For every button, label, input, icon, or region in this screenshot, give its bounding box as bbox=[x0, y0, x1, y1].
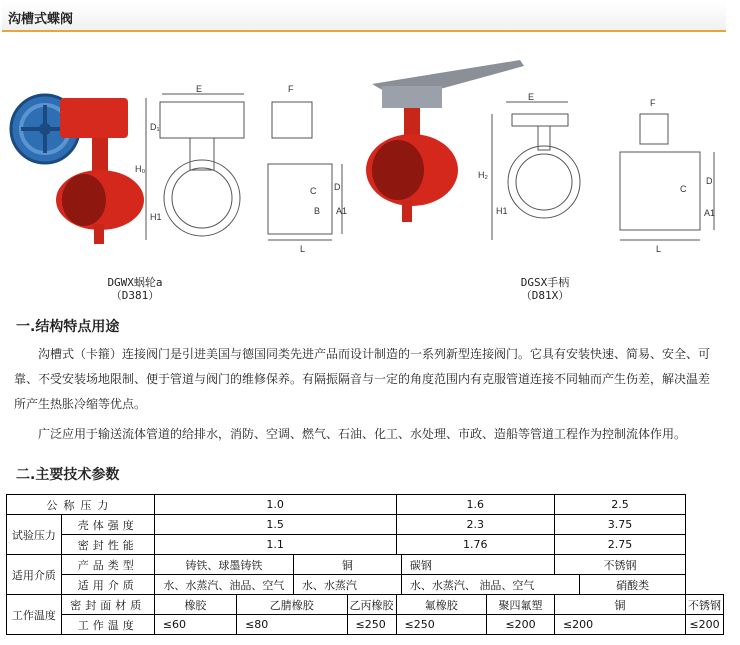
table-cell: ≤60 bbox=[154, 615, 236, 635]
caption-right-code: （D81X） bbox=[520, 289, 570, 302]
label-D-left: D bbox=[334, 182, 341, 192]
table-cell: 不锈钢 bbox=[554, 555, 685, 575]
table-cell: 1.0 bbox=[154, 495, 396, 515]
label-L-left: L bbox=[300, 244, 306, 254]
label-E-right: E bbox=[528, 92, 535, 102]
row-label: 密封性能 bbox=[61, 535, 154, 555]
title-bar bbox=[2, 2, 726, 32]
handle-valve-photo bbox=[366, 60, 524, 222]
label-H1-left: H1 bbox=[150, 212, 162, 222]
label-L-right: L bbox=[656, 244, 662, 254]
label-H2-right: H₂ bbox=[478, 170, 488, 180]
handle-valve-drawing bbox=[492, 102, 714, 240]
section1-para2: 广泛应用于输送流体管道的给排水，消防、空调、燃气、石油、化工、水处理、市政、造船等管道工程作为控制流体作用。 bbox=[38, 427, 687, 441]
label-A1-left: A1 bbox=[336, 206, 348, 216]
table-cell: 橡胶 bbox=[154, 595, 236, 615]
caption-left-code: （D381） bbox=[110, 289, 160, 302]
row-label: 工作温度 bbox=[61, 615, 154, 635]
table-cell: 乙丙橡胶 bbox=[347, 595, 396, 615]
table-row bbox=[7, 595, 724, 615]
table-row bbox=[7, 555, 724, 575]
label-F-right: F bbox=[650, 98, 656, 108]
table-cell: 不锈钢 bbox=[686, 595, 724, 615]
table-cell: 氟橡胶 bbox=[396, 595, 486, 615]
table-cell: 2.3 bbox=[396, 515, 554, 535]
caption-left bbox=[90, 276, 180, 302]
label-H0-left: H₀ bbox=[135, 164, 146, 174]
table-cell: 碳钢 bbox=[401, 555, 554, 575]
table-cell: ≤250 bbox=[396, 615, 486, 635]
group-label: 试验压力 bbox=[7, 515, 62, 555]
caption-left-model: DGWX蜗轮a bbox=[107, 276, 163, 289]
section2-heading: 二.主要技术参数 bbox=[16, 467, 120, 483]
table-row bbox=[7, 615, 724, 635]
table-row bbox=[7, 575, 724, 595]
worm-gear-valve-photo bbox=[11, 95, 144, 244]
table-cell: 2.5 bbox=[554, 495, 685, 515]
page-title: 沟槽式蝶阀 bbox=[8, 12, 74, 27]
table-cell: 铜 bbox=[554, 595, 685, 615]
label-E-left: E bbox=[196, 84, 203, 94]
table-cell: ≤80 bbox=[237, 615, 347, 635]
table-row bbox=[7, 495, 724, 515]
table-cell: 聚四氟塑 bbox=[486, 595, 554, 615]
table-cell: ≤200 bbox=[686, 615, 724, 635]
product-illustrations bbox=[0, 34, 740, 304]
caption-right bbox=[500, 276, 590, 302]
table-cell: 硝酸类 bbox=[580, 575, 686, 595]
row-label: 密封面材质 bbox=[61, 595, 154, 615]
group-label: 适用介质 bbox=[7, 555, 62, 595]
table-cell: 水、水蒸汽、油品、空气 bbox=[154, 575, 293, 595]
caption-right-model: DGSX手柄 bbox=[520, 276, 570, 289]
row-label: 壳体强度 bbox=[61, 515, 154, 535]
label-B-left: B bbox=[314, 206, 321, 216]
row-label: 公称压力 bbox=[7, 495, 155, 515]
table-cell: 铜 bbox=[293, 555, 401, 575]
worm-gear-valve-drawing bbox=[146, 94, 342, 240]
label-C-left: C bbox=[310, 186, 317, 196]
label-A1-right: A1 bbox=[704, 208, 716, 218]
table-cell: 水、水蒸汽 bbox=[293, 575, 401, 595]
table-cell: 3.75 bbox=[554, 515, 685, 535]
table-row bbox=[7, 535, 724, 555]
table-cell: ≤200 bbox=[486, 615, 554, 635]
label-H1-right: H1 bbox=[496, 206, 508, 216]
table-cell: 1.6 bbox=[396, 495, 554, 515]
table-cell: 2.75 bbox=[554, 535, 685, 555]
table-cell: 1.5 bbox=[154, 515, 396, 535]
table-cell: 铸铁、球墨铸铁 bbox=[154, 555, 293, 575]
table-cell: 水、水蒸汽、 油品、空气 bbox=[401, 575, 579, 595]
section1-heading: 一.结构特点用途 bbox=[16, 319, 120, 335]
label-D1-left: D₁ bbox=[150, 122, 160, 132]
table-row bbox=[7, 515, 724, 535]
table-cell: 1.76 bbox=[396, 535, 554, 555]
label-F-left: F bbox=[288, 84, 294, 94]
row-label: 适用介质 bbox=[61, 575, 154, 595]
label-D-right: D bbox=[706, 176, 713, 186]
row-label: 产品类型 bbox=[61, 555, 154, 575]
label-C-right: C bbox=[680, 184, 687, 194]
table-cell: 1.1 bbox=[154, 535, 396, 555]
group-label: 工作温度 bbox=[7, 595, 62, 635]
table-cell: ≤200 bbox=[554, 615, 685, 635]
table-cell: ≤250 bbox=[347, 615, 396, 635]
section1-para1: 沟槽式（卡箍）连接阀门是引进美国与德国同类先进产品而设计制造的一系列新型连接阀门。它具有安装快速、简易、安全、可靠、不受安装场地限制、便于管道与阀门的维修保养。有隔振隔音与一定的角度范围内有克服管道连接不同轴而产生伤差，解决温差所产生热胀冷缩等优点。 bbox=[14, 347, 711, 411]
tech-params-table bbox=[6, 494, 724, 635]
table-cell: 乙腈橡胶 bbox=[237, 595, 347, 615]
